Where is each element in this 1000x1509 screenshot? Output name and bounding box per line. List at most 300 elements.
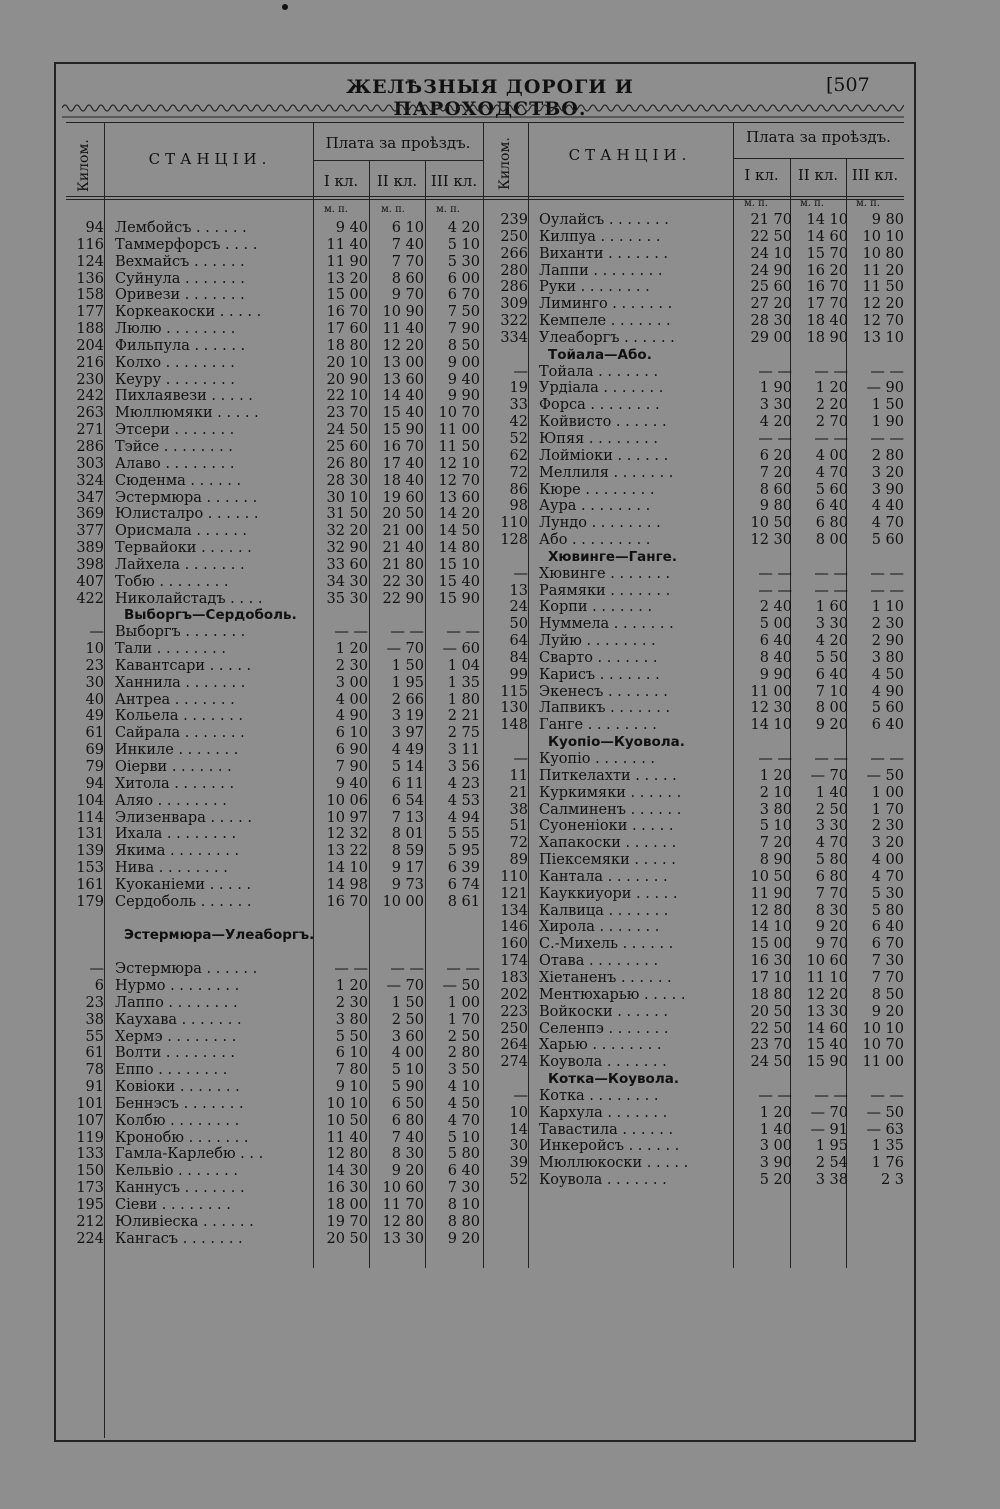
- fare-class2: 14 40: [382, 388, 424, 405]
- station-name: Тали . . . . . . . .: [115, 641, 226, 658]
- fare-class2: 11 70: [382, 1196, 424, 1213]
- fare-class2: 5 90: [391, 1079, 424, 1096]
- station-name: Ихала . . . . . . . .: [115, 826, 237, 843]
- station-km: 398: [76, 556, 104, 573]
- table-row: [478, 448, 908, 465]
- fare-class1: 2 30: [335, 994, 368, 1011]
- station-name: Оулайсъ . . . . . . .: [539, 212, 669, 228]
- fare-class3: — —: [870, 1087, 904, 1104]
- fare-class3: 6 40: [871, 717, 904, 734]
- fare-class1: 7 80: [335, 1062, 368, 1079]
- station-km: 347: [76, 489, 104, 506]
- fare-class3: 1 35: [447, 674, 480, 691]
- fare-class1: 6 20: [759, 447, 792, 464]
- table-row: [54, 591, 484, 608]
- table-row: [54, 1029, 484, 1046]
- station-km: 202: [500, 986, 528, 1003]
- section-title: Выборгъ—Сердоболь.: [124, 607, 297, 624]
- fare-class2: 5 80: [815, 852, 848, 869]
- station-name: Нуммела . . . . . . .: [539, 616, 674, 633]
- station-name: Тавастила . . . . . .: [539, 1121, 674, 1138]
- fare-class1: 12 80: [326, 1146, 368, 1163]
- table-row: [54, 1231, 484, 1248]
- table-row: [54, 1130, 484, 1147]
- fare-class2: 14 10: [806, 212, 848, 228]
- fare-class1: 32 20: [326, 523, 368, 540]
- fare-class3: — 50: [866, 1104, 904, 1121]
- fare-class1: 24 90: [750, 262, 792, 279]
- fare-class1: 14 10: [750, 919, 792, 936]
- fare-class1: 27 20: [750, 296, 792, 313]
- station-name: Выборгъ . . . . . . .: [115, 624, 246, 641]
- fare-class2: 1 40: [815, 784, 848, 801]
- fare-class3: 4 90: [871, 683, 904, 700]
- table-row: [478, 919, 908, 936]
- station-name: Элизенвара . . . . .: [115, 809, 252, 826]
- station-km: 24: [509, 599, 528, 616]
- fare-class1: 32 90: [326, 540, 368, 557]
- table-row: [478, 852, 908, 869]
- station-km: 322: [500, 313, 528, 330]
- fare-class1: 9 40: [335, 220, 368, 236]
- fare-class3: 13 10: [862, 329, 904, 346]
- table-row: [54, 1079, 484, 1096]
- fare-class3: 4 40: [871, 498, 904, 515]
- page-title: ЖЕЛѢЗНЫЯ ДОРОГИ И ПАРОХОДСТВО.: [346, 76, 634, 120]
- station-km: 99: [509, 666, 528, 683]
- station-km: 52: [509, 430, 528, 447]
- station-name: Мюллюмяки . . . . .: [115, 405, 259, 422]
- station-name: Гамла-Карлебю . . .: [115, 1146, 264, 1163]
- table-row: [54, 860, 484, 877]
- units-label: м. п.: [381, 204, 405, 215]
- station-km: 309: [500, 296, 528, 313]
- fare-class3: 1 04: [447, 657, 480, 674]
- station-km: 119: [76, 1129, 104, 1146]
- table-row: [478, 1155, 908, 1172]
- station-name: Куркимяки . . . . . .: [539, 784, 682, 801]
- section-title: Котка—Коувола.: [548, 1071, 679, 1088]
- fare-class2: 9 73: [391, 876, 424, 893]
- table-row: [54, 456, 484, 473]
- fare-class3: 3 20: [871, 835, 904, 852]
- fare-class2: 6 40: [815, 498, 848, 515]
- fare-class1: 9 80: [759, 498, 792, 515]
- table-row: [54, 978, 484, 995]
- station-km: 38: [509, 801, 528, 818]
- table-row: [478, 987, 908, 1004]
- table-row: [478, 616, 908, 633]
- fare-class2: — —: [814, 565, 848, 582]
- fare-class2: 4 00: [391, 1045, 424, 1062]
- fare-class1: 20 10: [326, 354, 368, 371]
- fare-class1: 12 30: [750, 532, 792, 549]
- fare-class3: 2 21: [447, 708, 480, 725]
- table-row: [54, 372, 484, 389]
- station-name: Піексемяки . . . . .: [539, 852, 676, 869]
- fare-class3: 5 95: [447, 843, 480, 860]
- table-top-rule: [66, 122, 904, 123]
- table-row: [54, 1146, 484, 1163]
- table-row: [478, 532, 908, 549]
- station-km: 148: [500, 717, 528, 734]
- fare-class3: — —: [446, 624, 480, 641]
- station-name: Лундо . . . . . . . .: [539, 515, 661, 532]
- fare-class1: — —: [758, 565, 792, 582]
- fare-class2: 8 00: [815, 700, 848, 717]
- table-row: [54, 759, 484, 776]
- station-km: —: [89, 961, 104, 978]
- fare-class3: 5 10: [447, 1129, 480, 1146]
- station-km: 146: [500, 919, 528, 936]
- table-row: [478, 246, 908, 263]
- station-name: Сюденма . . . . . .: [115, 472, 242, 489]
- stations-header-right: СТАНЦІИ.: [568, 146, 692, 164]
- fare-class2: 6 80: [815, 515, 848, 532]
- section-heading: [54, 927, 484, 944]
- fare-class2: — 70: [386, 641, 424, 658]
- fare-class1: 25 60: [750, 279, 792, 296]
- station-km: 133: [76, 1146, 104, 1163]
- station-name: Лойміоки . . . . . .: [539, 447, 669, 464]
- station-km: 274: [500, 1054, 528, 1071]
- fare-class2: 2 20: [815, 397, 848, 414]
- fare-class3: 5 55: [447, 826, 480, 843]
- station-km: 19: [509, 380, 528, 397]
- table-row: [478, 633, 908, 650]
- fare-class3: 1 50: [871, 397, 904, 414]
- stations-header-left: СТАНЦІИ.: [148, 150, 272, 168]
- fare-class1: 18 00: [326, 1196, 368, 1213]
- fare-class2: 5 14: [391, 759, 424, 775]
- table-row: [478, 482, 908, 499]
- fare-class3: 4 70: [447, 1112, 480, 1129]
- fare-class1: 7 20: [759, 464, 792, 481]
- fare-class1: 12 32: [326, 826, 368, 843]
- station-name: Калвица . . . . . . .: [539, 902, 669, 919]
- station-km: 61: [85, 1045, 104, 1062]
- station-km: 30: [509, 1138, 528, 1155]
- table-row: [478, 380, 908, 397]
- table-row: [478, 886, 908, 903]
- station-km: —: [89, 624, 104, 641]
- fare-class3: 6 70: [871, 936, 904, 953]
- station-km: 216: [76, 354, 104, 371]
- fare-class2: 6 10: [391, 220, 424, 236]
- fare-class1: 5 50: [335, 1028, 368, 1045]
- station-km: 91: [85, 1079, 104, 1096]
- fare-class1: 23 70: [326, 405, 368, 422]
- fare-header-left: Плата за проѣздъ.: [325, 134, 471, 152]
- station-name: Экенесъ . . . . . . .: [539, 683, 668, 700]
- fare-class3: 13 60: [438, 489, 480, 506]
- fare-class3: 8 80: [447, 1213, 480, 1230]
- fare-class1: 12 30: [750, 700, 792, 717]
- fare-class2: 5 50: [815, 649, 848, 666]
- fare-class2: — 70: [810, 767, 848, 784]
- fare-class3: 8 50: [871, 986, 904, 1003]
- fare-class3: 1 00: [871, 784, 904, 801]
- station-name: Мюллюкоски . . . . .: [539, 1155, 689, 1172]
- table-row: [54, 810, 484, 827]
- fare-class2: 22 90: [382, 590, 424, 607]
- fare-class1: — —: [758, 751, 792, 767]
- fare-class1: 30 10: [326, 489, 368, 506]
- station-km: 195: [76, 1196, 104, 1213]
- fare-class1: 24 50: [750, 1054, 792, 1071]
- station-name: Беннэсъ . . . . . . .: [115, 1095, 244, 1112]
- station-km: 116: [76, 236, 104, 253]
- station-km: 128: [500, 532, 528, 549]
- station-name: Виханти . . . . . . .: [539, 245, 669, 262]
- fare-class2: 7 13: [391, 809, 424, 826]
- fare-class1: 14 10: [326, 860, 368, 877]
- fare-class2: 16 70: [806, 279, 848, 296]
- section-heading: [54, 607, 484, 624]
- fare-class3: 3 90: [871, 481, 904, 498]
- station-name: Юлисталро . . . . . .: [115, 506, 259, 523]
- table-row: [54, 725, 484, 742]
- fare-class3: 2 80: [871, 447, 904, 464]
- table-row: [54, 1163, 484, 1180]
- station-km: 422: [76, 590, 104, 607]
- fare-class2: 5 60: [815, 481, 848, 498]
- station-name: Килпуа . . . . . . .: [539, 228, 661, 245]
- station-name: Кавантсари . . . . .: [115, 657, 252, 674]
- station-name: Куоканіеми . . . . .: [115, 876, 252, 893]
- fare-class3: 6 39: [447, 860, 480, 877]
- class3-header-right: III кл.: [851, 166, 899, 184]
- fare-class2: 3 30: [815, 818, 848, 835]
- spacer-row: [54, 944, 484, 961]
- fare-class2: 1 60: [815, 599, 848, 616]
- fare-class1: 12 80: [750, 902, 792, 919]
- fare-class1: — —: [334, 961, 368, 978]
- fare-class3: 15 10: [438, 556, 480, 573]
- station-km: 150: [76, 1163, 104, 1180]
- fare-class3: 9 40: [447, 371, 480, 388]
- fare-class3: 10 10: [862, 1020, 904, 1037]
- table-row: [54, 1197, 484, 1214]
- station-name: С.-Михель . . . . . .: [539, 936, 674, 953]
- station-name: Эстермюра . . . . . .: [115, 489, 258, 506]
- fare-class3: 5 80: [447, 1146, 480, 1163]
- fare-class2: — —: [390, 624, 424, 641]
- station-name: Ханнила . . . . . . .: [115, 674, 246, 691]
- fare-class2: 18 40: [806, 313, 848, 330]
- table-row: [478, 229, 908, 246]
- station-name: Каннусъ . . . . . . .: [115, 1180, 245, 1197]
- table-row: [478, 566, 908, 583]
- fare-class3: 4 50: [447, 1095, 480, 1112]
- fare-class3: 12 70: [862, 313, 904, 330]
- station-name: Вехмайсъ . . . . . .: [115, 253, 245, 270]
- fare-class3: 7 30: [447, 1180, 480, 1197]
- fare-class3: — —: [870, 751, 904, 767]
- fare-class1: 3 00: [759, 1138, 792, 1155]
- fare-class1: 5 20: [759, 1172, 792, 1189]
- fare-class2: 7 40: [391, 1129, 424, 1146]
- table-row: [478, 768, 908, 785]
- fare-class2: 22 30: [382, 573, 424, 590]
- station-name: Кеуру . . . . . . . .: [115, 371, 235, 388]
- fare-class1: — —: [758, 1087, 792, 1104]
- fare-class1: 35 30: [326, 590, 368, 607]
- station-name: Коувола . . . . . . .: [539, 1054, 667, 1071]
- fare-class1: 8 60: [759, 481, 792, 498]
- fare-class3: 8 50: [447, 337, 480, 354]
- station-km: 79: [85, 759, 104, 775]
- fare-class3: 11 50: [438, 438, 480, 455]
- station-km: 174: [500, 953, 528, 970]
- fare-class1: 16 30: [326, 1180, 368, 1197]
- station-name: Лапвикъ . . . . . . .: [539, 700, 671, 717]
- station-name: Улеаборгъ . . . . . .: [539, 329, 675, 346]
- station-name: Таммерфорсъ . . . .: [115, 236, 258, 253]
- table-row: [478, 414, 908, 431]
- table-row: [478, 364, 908, 381]
- fare-class3: 10 80: [862, 245, 904, 262]
- station-name: Еппо . . . . . . . .: [115, 1062, 228, 1079]
- station-name: Кронобю . . . . . . .: [115, 1129, 249, 1146]
- station-name: Аляо . . . . . . . .: [115, 792, 227, 809]
- station-km: 51: [509, 818, 528, 835]
- fare-class3: 3 50: [447, 1062, 480, 1079]
- station-km: 72: [509, 835, 528, 852]
- table-row: [54, 321, 484, 338]
- fare-class2: 7 10: [815, 683, 848, 700]
- station-km: 114: [76, 809, 104, 826]
- section-title: Эстермюра—Улеаборгъ.: [124, 927, 315, 944]
- section-heading: [478, 347, 908, 364]
- station-km: 183: [500, 969, 528, 986]
- station-km: 55: [85, 1028, 104, 1045]
- station-km: 11: [509, 767, 528, 784]
- fare-class3: 6 00: [447, 270, 480, 287]
- station-name: Меллиля . . . . . . .: [539, 464, 674, 481]
- fare-class2: 6 50: [391, 1095, 424, 1112]
- fare-sub-rule-left: [313, 160, 483, 161]
- fare-class2: 7 70: [815, 885, 848, 902]
- station-name: Тервайоки . . . . . .: [115, 540, 252, 557]
- station-name: Кантала . . . . . . .: [539, 868, 668, 885]
- table-row: [54, 1214, 484, 1231]
- fare-class1: 11 00: [750, 683, 792, 700]
- fare-class1: 9 90: [759, 666, 792, 683]
- table-row: [54, 338, 484, 355]
- units-label: м. п.: [436, 204, 460, 215]
- fare-class3: 2 50: [447, 1028, 480, 1045]
- station-km: 131: [76, 826, 104, 843]
- fare-class1: 7 90: [335, 759, 368, 775]
- fare-class3: 5 60: [871, 532, 904, 549]
- station-name: Хапакоски . . . . . .: [539, 835, 677, 852]
- station-km: 177: [76, 304, 104, 321]
- table-row: [54, 692, 484, 709]
- fare-class2: 4 49: [391, 742, 424, 759]
- fare-class3: 2 75: [447, 725, 480, 742]
- fare-class1: 6 10: [335, 725, 368, 742]
- fare-class2: 19 60: [382, 489, 424, 506]
- fare-class3: 5 30: [871, 885, 904, 902]
- station-name: Юпяя . . . . . . . .: [539, 430, 659, 447]
- fare-class3: 5 10: [447, 236, 480, 253]
- station-name: Койвисто . . . . . .: [539, 414, 667, 431]
- station-km: 271: [76, 422, 104, 439]
- fare-class2: 2 66: [391, 691, 424, 708]
- table-row: [478, 1004, 908, 1021]
- fare-class3: 2 30: [871, 818, 904, 835]
- fare-class3: 2 80: [447, 1045, 480, 1062]
- station-km: 121: [500, 885, 528, 902]
- fare-class2: 2 50: [815, 801, 848, 818]
- table-row: [54, 388, 484, 405]
- station-km: 107: [76, 1112, 104, 1129]
- units-label: м. п.: [856, 198, 880, 209]
- station-km: 230: [76, 371, 104, 388]
- fare-class3: 4 53: [447, 792, 480, 809]
- fare-class2: 6 11: [391, 775, 424, 792]
- section-heading: [478, 549, 908, 566]
- fare-class3: 15 90: [438, 590, 480, 607]
- table-row: [54, 1012, 484, 1029]
- class2-header-left: II кл.: [376, 172, 418, 190]
- station-name: Селенпэ . . . . . . .: [539, 1020, 669, 1037]
- fare-class3: 3 80: [871, 649, 904, 666]
- table-row: [478, 1054, 908, 1071]
- fare-class3: 4 70: [871, 515, 904, 532]
- table-row: [54, 439, 484, 456]
- station-name: Кельвіо . . . . . . .: [115, 1163, 238, 1180]
- table-row: [478, 1021, 908, 1038]
- station-name: Хіетаненъ . . . . . .: [539, 969, 672, 986]
- station-km: 250: [500, 228, 528, 245]
- fare-class3: 14 20: [438, 506, 480, 523]
- station-name: Коркеакоски . . . . .: [115, 304, 262, 321]
- table-row: [478, 1172, 908, 1189]
- station-name: Аура . . . . . . . .: [539, 498, 651, 515]
- station-km: 179: [76, 893, 104, 910]
- fare-class3: — 50: [866, 767, 904, 784]
- fare-class3: 4 94: [447, 809, 480, 826]
- table-row: [478, 279, 908, 296]
- fare-class3: 5 80: [871, 902, 904, 919]
- fare-class1: 6 90: [335, 742, 368, 759]
- station-name: Луйю . . . . . . . .: [539, 633, 656, 650]
- table-row: [478, 1138, 908, 1155]
- table-row: [54, 995, 484, 1012]
- fare-class1: 10 50: [750, 515, 792, 532]
- station-name: Орисмала . . . . . .: [115, 523, 248, 540]
- station-km: 389: [76, 540, 104, 557]
- station-name: Кангасъ . . . . . . .: [115, 1230, 243, 1247]
- fare-class3: 4 00: [871, 852, 904, 869]
- fare-class2: 3 38: [815, 1172, 848, 1189]
- fare-class2: 1 50: [391, 657, 424, 674]
- table-row: [478, 970, 908, 987]
- station-km: 160: [500, 936, 528, 953]
- fare-class2: 4 20: [815, 633, 848, 650]
- station-km: 407: [76, 573, 104, 590]
- fare-class3: 9 00: [447, 354, 480, 371]
- station-name: Питкелахти . . . . .: [539, 767, 677, 784]
- fare-class1: 23 70: [750, 1037, 792, 1054]
- station-name: Николайстадъ . . . .: [115, 590, 263, 607]
- fare-class3: 5 60: [871, 700, 904, 717]
- fare-class2: — —: [814, 582, 848, 599]
- station-name: Каухава . . . . . . .: [115, 1011, 242, 1028]
- station-km: —: [513, 751, 528, 767]
